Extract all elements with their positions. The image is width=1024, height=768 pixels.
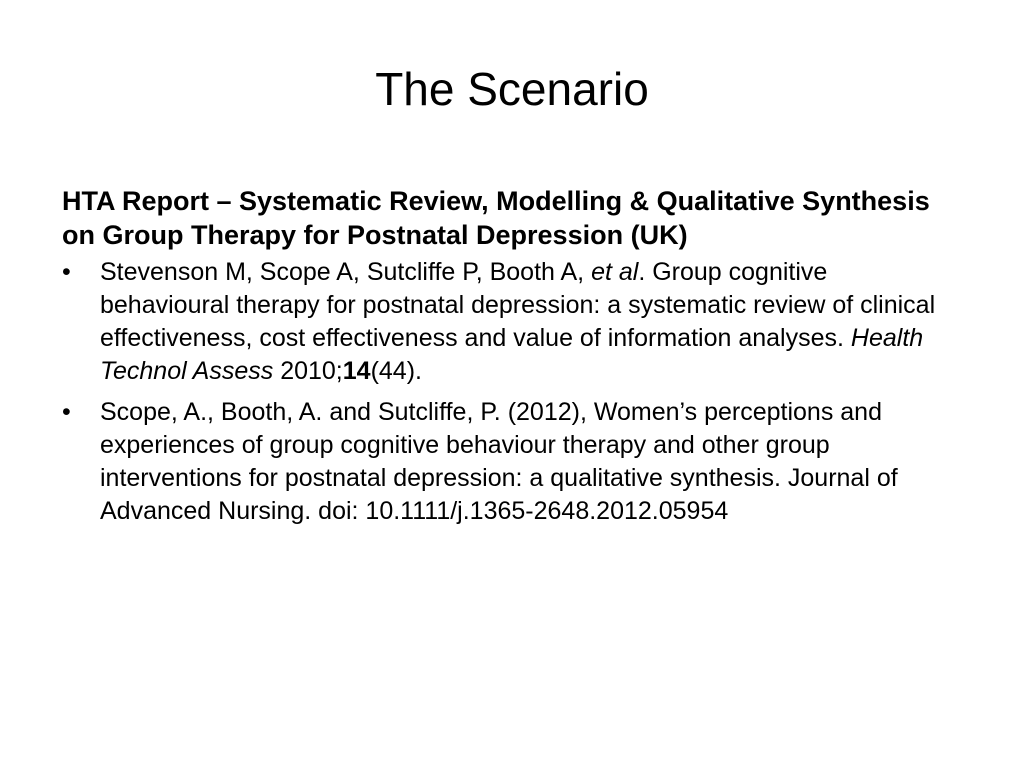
slide-title: The Scenario <box>375 63 649 115</box>
report-heading: HTA Report – Systematic Review, Modelling & Qualitative Synthesis on Group Therapy for Postnatal Depression (UK) <box>62 186 930 250</box>
bullet-icon: • <box>62 258 71 286</box>
reference-1-volume: 14 <box>342 357 371 385</box>
slide-body <box>62 184 962 536</box>
reference-1-etal: et al <box>591 258 639 286</box>
reference-1-authors: Stevenson M, Scope A, Sutcliffe P, Booth A, <box>100 258 592 286</box>
reference-1-text: . Group cognitive behavioural therapy for postnatal depression: a systematic review of clinical effectiveness, cost effectiveness and value of information analyses. <box>100 258 936 352</box>
reference-list <box>62 256 962 528</box>
reference-2-text: Scope, A., Booth, A. and Sutcliffe, P. (2012), Women’s perceptions and experiences of group cognitive behaviour therapy and other group interventions for postnatal depression: a qualitative synthesis. Journal of Advanced Nursing. doi: 10.1111/j.1365-2648.2012.05954 <box>100 398 898 525</box>
reference-1-journal: Health Technol Assess <box>100 324 924 385</box>
reference-item-1 <box>62 256 962 388</box>
reference-item-2 <box>62 396 962 528</box>
bullet-icon: • <box>62 398 71 426</box>
reference-1-issue: (44). <box>370 357 422 385</box>
reference-1-year: 2010; <box>273 357 343 385</box>
